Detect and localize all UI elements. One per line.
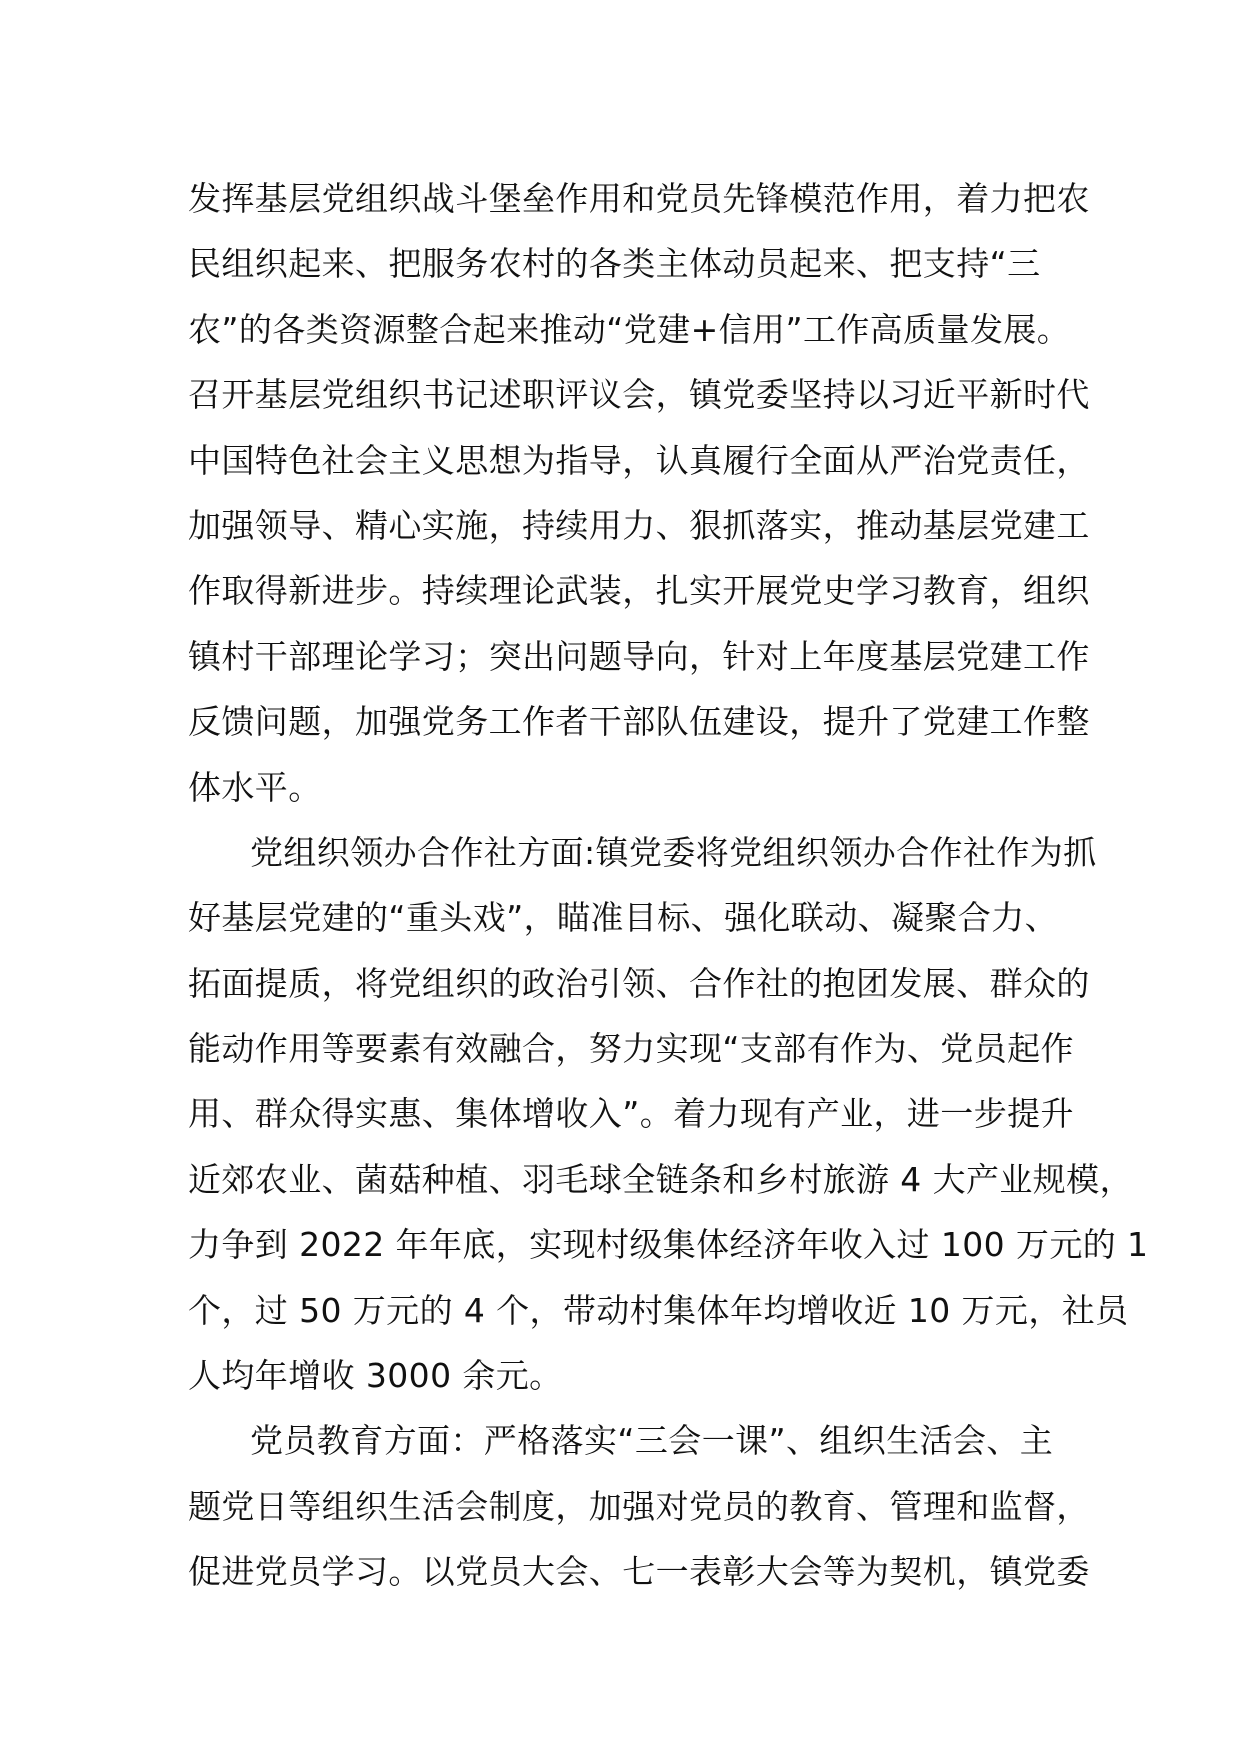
document-body [188,166,1149,1605]
text-line: 中国特色社会主义思想为指导，认真履行全面从严治党责任， [188,440,1090,480]
text-line: 拓面提质，将党组织的政治引领、合作社的抱团发展、群众的 [188,963,1090,1003]
text-line: 召开基层党组织书记述职评议会，镇党委坚持以习近平新时代 [188,375,1090,415]
text-line: 力争到 2022 年年底，实现村级集体经济年收入过 100 万元的 1 [188,1225,1149,1265]
text-line: 反馈问题，加强党务工作者干部队伍建设，提升了党建工作整 [188,702,1090,742]
text-line: 加强领导、精心实施，持续用力、狠抓落实，推动基层党建工 [188,505,1090,545]
paragraph-start-line: 党员教育方面：严格落实“三会一课”、组织生活会、主 [250,1421,1054,1461]
text-line: 好基层党建的“重头戏”，瞄准目标、强化联动、凝聚合力、 [188,898,1058,938]
text-line: 近郊农业、菌菇种植、羽毛球全链条和乡村旅游 4 大产业规模， [188,1159,1133,1199]
text-line: 作取得新进步。持续理论武装，扎实开展党史学习教育，组织 [188,571,1090,611]
paragraph-start-line: 党组织领办合作社方面:镇党委将党组织领办合作社作为抓 [250,832,1097,872]
text-line: 人均年增收 3000 余元。 [188,1356,563,1396]
text-line: 个，过 50 万元的 4 个，带动村集体年均增收近 10 万元，社员 [188,1290,1129,1330]
text-line: 镇村干部理论学习；突出问题导向，针对上年度基层党建工作 [188,636,1090,676]
text-line: 能动作用等要素有效融合，努力实现“支部有作为、党员起作 [188,1029,1074,1069]
text-line: 体水平。 [188,767,322,807]
text-line: 促进党员学习。以党员大会、七一表彰大会等为契机，镇党委 [188,1552,1090,1592]
text-line: 发挥基层党组织战斗堡垒作用和党员先锋模范作用，着力把农 [188,179,1090,218]
text-line: 用、群众得实惠、集体增收入”。着力现有产业，进一步提升 [188,1094,1074,1134]
text-line: 民组织起来、把服务农村的各类主体动员起来、把支持“三 [188,244,1041,284]
text-line: 农”的各类资源整合起来推动“党建+信用”工作高质量发展。 [188,309,1071,349]
text-line: 题党日等组织生活会制度，加强对党员的教育、管理和监督， [188,1486,1090,1526]
